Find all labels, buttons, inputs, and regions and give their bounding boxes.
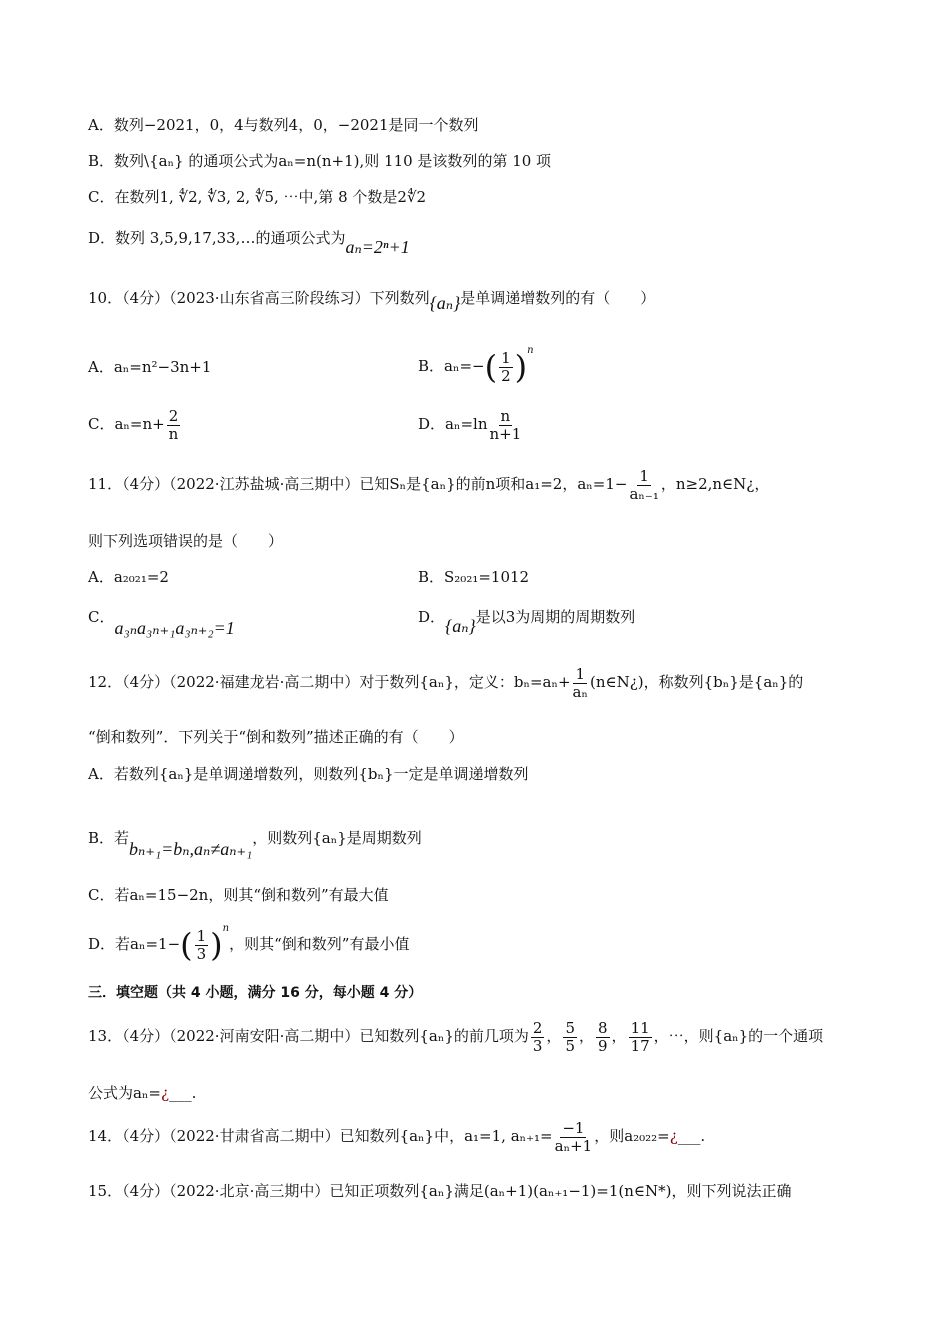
right-paren-icon: ) [514,348,528,386]
q12-den: aₙ [572,682,588,701]
left-paren-icon: ( [484,348,498,386]
q11-option-a: A．a₂₀₂₁=2 [88,568,169,586]
q13-f1-num: 2 [532,1019,543,1037]
question-12-stem [88,666,803,700]
q13-line2 [88,1086,196,1101]
q14-tail: ___. [677,1127,706,1145]
option-9d-formula: aₙ=2ⁿ+1 [345,237,410,257]
q10-b-den: 2 [501,366,511,385]
q13-f3-den: 9 [598,1036,608,1055]
q11-tail: ，n≥2,n∈N¿， [660,475,770,493]
q14-den: aₙ+1 [554,1136,593,1155]
q11-c-formula: a₃ₙa₃ₙ₊₁a₃ₙ₊₂=1 [114,618,235,638]
q10-b-fraction [499,350,513,384]
q14-num: −1 [562,1119,585,1137]
q13-f3-num: 8 [598,1019,608,1037]
q14-stem-text: 14．（4分）（2022·甘肃省高二期中）已知数列{aₙ}中，a₁=1, aₙ₊₁= [88,1127,553,1145]
q10-c-fraction [167,408,181,442]
q13-line2-tail: ___. [169,1084,197,1102]
q11-option-d [418,607,636,636]
question-14-stem [88,1120,705,1154]
q10-stem-text: 10．（4分）（2023·山东省高三阶段练习）下列数列 [88,289,430,307]
q12-d-exp: n [222,923,230,934]
q13-tail: ，⋯，则{aₙ}的一个通项 [653,1027,824,1045]
q12-d-pre: D．若aₙ=1− [88,935,181,953]
q13-f4-den: 17 [630,1036,650,1055]
question-13-stem: 13．（4分）（2022·河南安阳·高二期中）已知数列{aₙ}的前几项为 $\frac{2}{3}$ ， $\frac{5}{5}$ ， $\frac{8}{9}$ ， $\frac{11}{17}$ ，⋯，则{aₙ}的一个通项 [88,1019,824,1055]
q11-option-c [88,607,235,638]
q12-option-a: A．若数列{aₙ}是单调递增数列，则数列{bₙ}一定是单调递增数列 [88,765,529,783]
question-10-stem [88,288,656,313]
q10-c-num: 2 [168,407,179,425]
q10-c-den: n [168,424,179,443]
q11-den: aₙ₋₁ [629,484,659,503]
q12-line2: “倒和数列”．下列关于“倒和数列”描述正确的有（ ） [88,728,464,746]
q10-option-b [418,346,534,384]
q14-blank-mark: ¿ [669,1127,678,1145]
option-9d-text: D．数列 3,5,9,17,33,…的通项公式为 [88,229,346,247]
q11-line2: 则下列选项错误的是（ ） [88,532,284,550]
q13-line2-pre: 公式为aₙ= [88,1084,162,1102]
q12-d-fraction [195,928,209,962]
q10-option-a: A．aₙ=n²−3n+1 [88,358,212,376]
q12-option-b [88,828,422,859]
q13-f2-num: 5 [565,1019,575,1037]
q12-fraction [573,666,588,700]
q10-d-label: D．aₙ=ln [418,415,488,433]
q12-b-formula: bₙ₊₁=bₙ,aₙ≠aₙ₊₁ [129,839,253,859]
q13-frac-2 [563,1020,577,1054]
q13-stem-text: 13．（4分）（2022·河南安阳·高二期中）已知数列{aₙ}的前几项为 [88,1027,529,1045]
q12-option-d [88,924,409,962]
q10-d-num: n [500,407,511,425]
right-paren-icon: ) [210,926,223,964]
q12-b-pre: B．若 [88,829,130,847]
q11-option-b: B．S₂₀₂₁=1012 [418,568,530,586]
q13-frac-4 [629,1020,652,1054]
q10-b-label: B．aₙ=− [418,357,485,375]
q10-d-fraction [490,408,522,442]
left-paren-icon: ( [180,926,193,964]
q10-tail: 是单调递增数列的有（ ） [460,289,656,307]
q14-tail-pre: ，则a₂₀₂₂= [594,1127,670,1145]
question-11-stem [88,468,769,502]
q11-c-label: C． [88,608,115,626]
q12-tail: (n∈N¿)，称数列{bₙ}是{aₙ}的 [589,673,804,691]
q12-option-c: C．若aₙ=15−2n，则其“倒和数列”有最大值 [88,886,389,904]
q12-d-tail: ，则其“倒和数列”有最小值 [229,935,410,953]
q10-option-c [88,408,182,442]
q12-num: 1 [575,665,586,683]
q11-d-tail: 是以3为周期的周期数列 [475,608,636,626]
q11-fraction [629,468,658,502]
q10-b-exp: n [527,345,534,356]
q11-num: 1 [639,467,649,485]
question-15-stem: 15．（4分）（2022·北京·高三期中）已知正项数列{aₙ}满足(aₙ+1)(aₙ₊₁−1)=1(n∈N*)，则下列说法正确 [88,1182,792,1200]
q14-fraction [555,1120,593,1154]
q10-option-d [418,408,523,442]
option-9d [88,228,410,257]
q10-b-num: 1 [501,349,511,367]
option-9c: C．在数列1, ∜2, ∜3, 2, ∜5, ⋯中,第 8 个数是2∜2 [88,188,427,206]
q12-d-num: 1 [196,927,207,945]
q13-frac-1 [531,1020,545,1054]
q11-d-seq: {aₙ} [445,616,476,636]
q13-f1-den: 3 [532,1036,543,1055]
option-9b: B．数列\{aₙ} 的通项公式为aₙ=n(n+1),则 110 是该数列的第 10 项 [88,152,552,170]
q13-frac-3 [596,1020,610,1054]
q10-c-label: C．aₙ=n+ [88,415,165,433]
q13-f2-den: 5 [565,1036,575,1055]
section-3-heading: 三．填空题（共 4 小题，满分 16 分，每小题 4 分） [88,985,423,1001]
q10-d-den: n+1 [489,424,522,443]
q11-d-label: D． [418,608,446,626]
q12-stem-text: 12．（4分）（2022·福建龙岩·高二期中）对于数列{aₙ}，定义：bₙ=aₙ+ [88,673,571,691]
q12-d-den: 3 [196,944,207,963]
q10-seq: {aₙ} [429,293,461,313]
q11-stem-text: 11．（4分）（2022·江苏盐城·高三期中）已知Sₙ是{aₙ}的前n项和a₁=2，aₙ=1− [88,475,628,493]
q12-b-tail: ，则数列{aₙ}是周期数列 [252,829,422,847]
option-9a: A．数列−2021，0，4与数列4，0，−2021是同一个数列 [88,116,479,134]
q13-f4-num: 11 [630,1019,650,1037]
q13-blank-mark: ¿ [161,1084,170,1102]
